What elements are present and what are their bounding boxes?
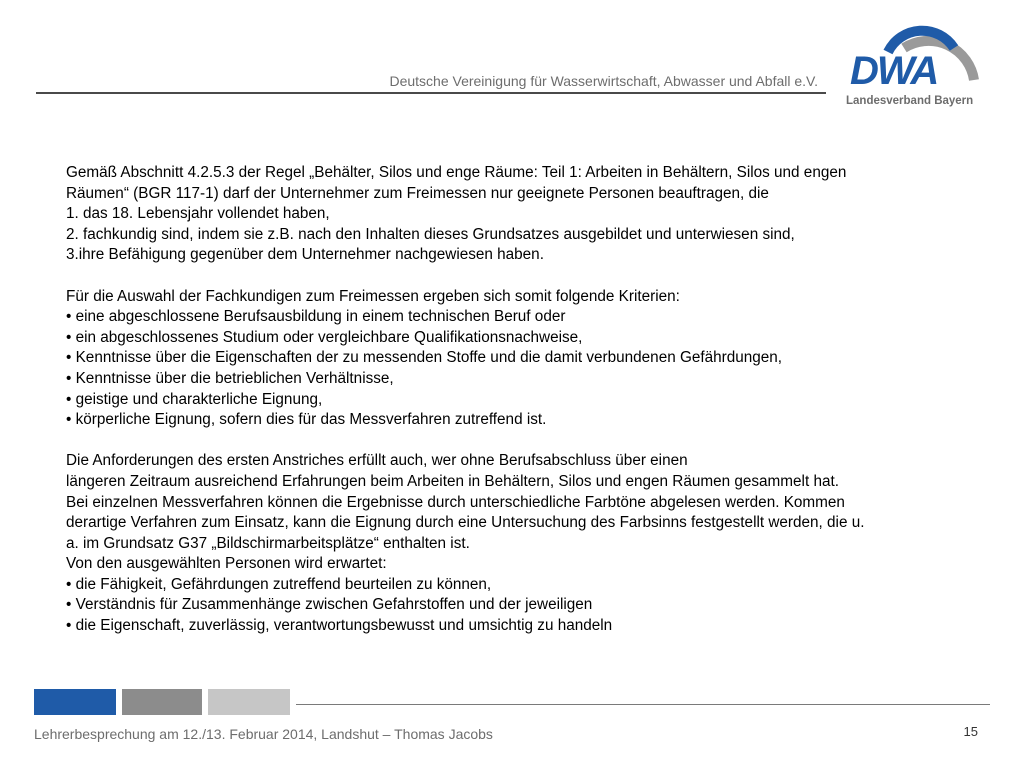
footer-accent-gray: [122, 689, 202, 715]
bullet-item: • Kenntnisse über die Eigenschaften der zu messenden Stoffe und die damit verbundenen Gefährdungen,: [66, 349, 783, 367]
bullet-item: • Verständnis für Zusammenhänge zwischen Gefahrstoffen und der jeweiligen: [66, 596, 593, 614]
bullet-item: • geistige und charakterliche Eignung,: [66, 390, 323, 408]
dwa-logo: [842, 18, 982, 114]
bullet-item: • eine abgeschlossene Berufsausbildung in einem technischen Beruf oder: [66, 308, 566, 326]
page-number: 15: [963, 724, 978, 739]
bullet-item: • die Eigenschaft, zuverlässig, verantwortungsbewusst und umsichtig zu handeln: [66, 617, 613, 635]
dwa-logo-graphic: [842, 18, 982, 114]
body-line: 2. fachkundig sind, indem sie z.B. nach den Inhalten dieses Grundsatzes ausgebildet und unterwiesen sind,: [66, 225, 795, 243]
body-line: a. im Grundsatz G37 „Bildschirmarbeitsplätze“ enthalten ist.: [66, 534, 470, 552]
body-line: Räumen“ (BGR 117-1) darf der Unternehmer zum Freimessen nur geeignete Personen beauftragen, die: [66, 184, 769, 202]
bullet-item: • die Fähigkeit, Gefährdungen zutreffend beurteilen zu können,: [66, 575, 492, 593]
body-line: Für die Auswahl der Fachkundigen zum Freimessen ergeben sich somit folgende Kriterien:: [66, 287, 680, 305]
body-line: 1. das 18. Lebensjahr vollendet haben,: [66, 205, 330, 223]
bullet-item: • ein abgeschlossenes Studium oder vergleichbare Qualifikationsnachweise,: [66, 328, 583, 346]
body-line: Von den ausgewählten Personen wird erwartet:: [66, 555, 387, 573]
body-line: Die Anforderungen des ersten Anstriches erfüllt auch, wer ohne Berufsabschluss über einen: [66, 452, 688, 470]
body-line: Bei einzelnen Messverfahren können die Ergebnisse durch unterschiedliche Farbtöne abgelesen werden. Kommen: [66, 493, 845, 511]
body-text: [66, 163, 966, 637]
logo-subtitle: Landesverband Bayern: [846, 95, 974, 107]
organization-name: Deutsche Vereinigung für Wasserwirtschaft, Abwasser und Abfall e.V.: [389, 73, 818, 89]
paragraph-gap: [66, 431, 966, 452]
footer-accent-blue: [34, 689, 116, 715]
body-line: Gemäß Abschnitt 4.2.5.3 der Regel „Behälter, Silos und enge Räume: Teil 1: Arbeiten in Behältern, Silos und engen: [66, 164, 847, 181]
footer-accent-light-gray: [208, 689, 290, 715]
body-line: derartige Verfahren zum Einsatz, kann die Eignung durch eine Untersuchung des Farbsinns festgestellt werden, die u.: [66, 514, 865, 532]
body-line: längeren Zeitraum ausreichend Erfahrungen beim Arbeiten in Behältern, Silos und engen Räumen gesammelt hat.: [66, 472, 839, 490]
header-divider: [36, 92, 826, 94]
bullet-item: • körperliche Eignung, sofern dies für das Messverfahren zutreffend ist.: [66, 411, 547, 429]
logo-wordmark: DWA: [850, 49, 938, 93]
body-line: 3.ihre Befähigung gegenüber dem Unternehmer nachgewiesen haben.: [66, 246, 544, 264]
footer-divider: [296, 704, 990, 705]
bullet-item: • Kenntnisse über die betrieblichen Verhältnisse,: [66, 369, 394, 387]
footer-caption: Lehrerbesprechung am 12./13. Februar 2014, Landshut – Thomas Jacobs: [34, 726, 493, 742]
paragraph-gap: [66, 266, 966, 287]
